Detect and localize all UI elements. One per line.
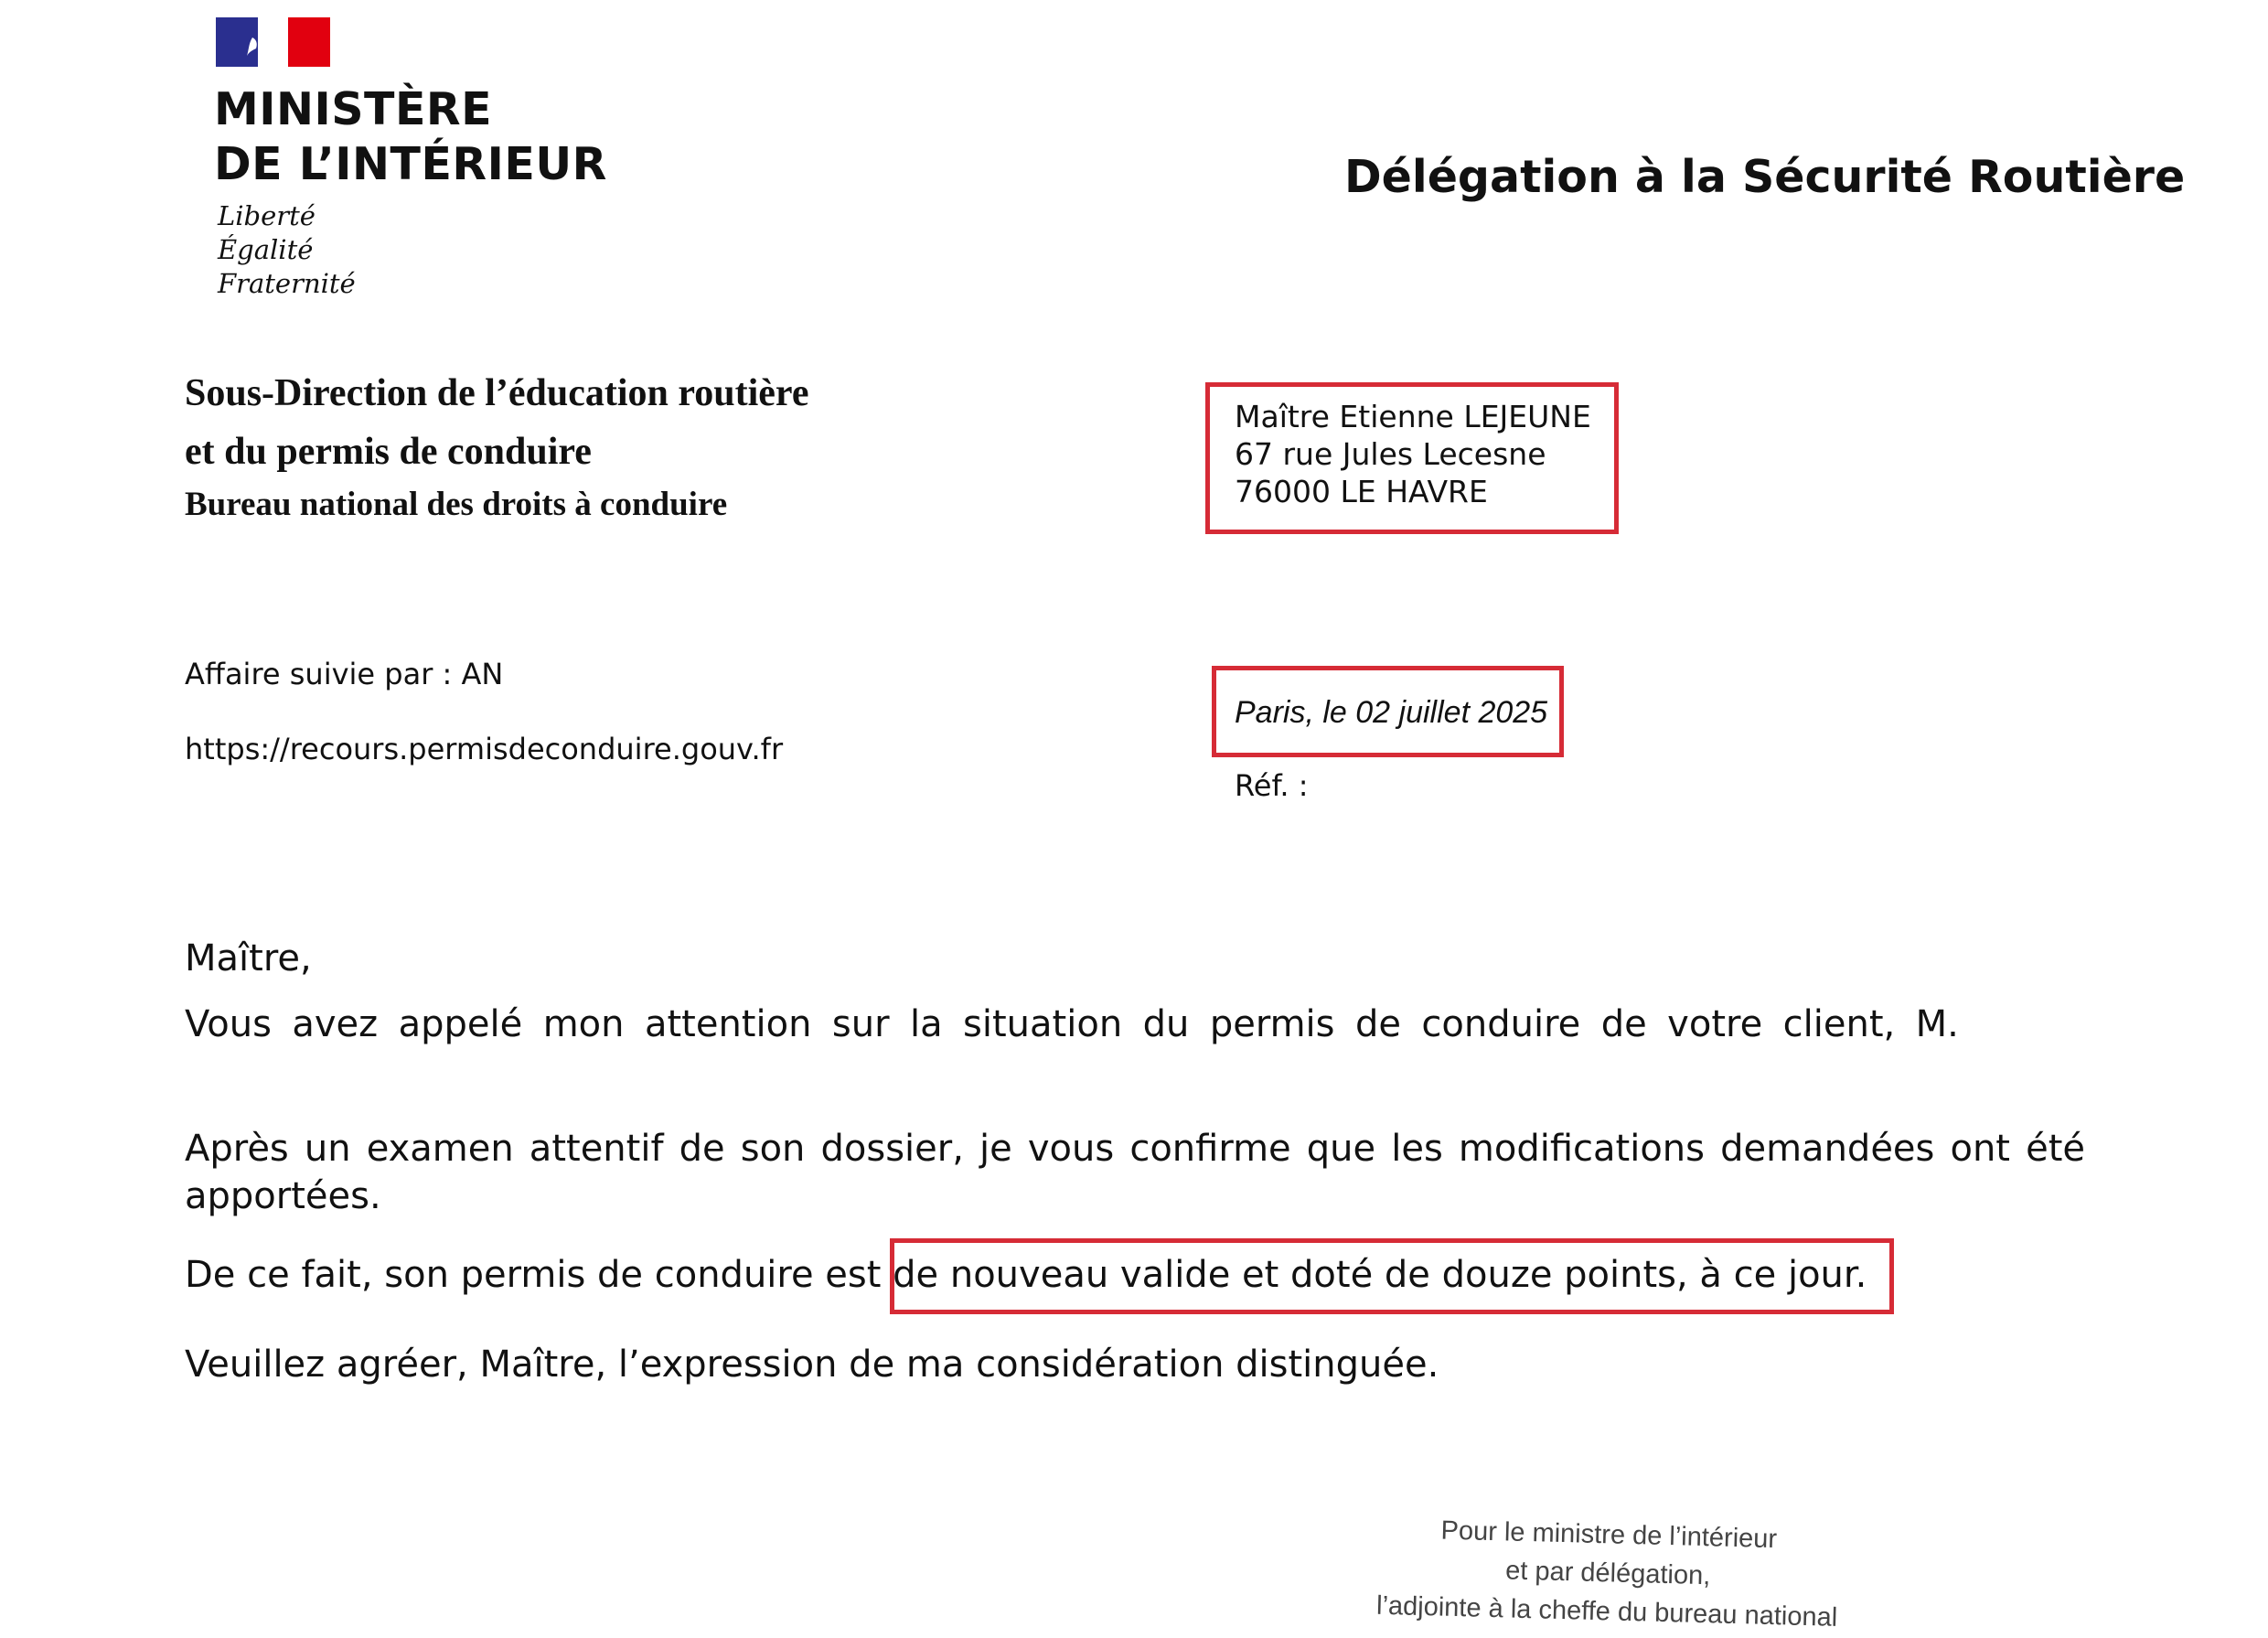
paragraph-1-word: avez [292, 1003, 379, 1045]
paragraph-1-word: du [1142, 1003, 1190, 1045]
recipient-name: Maître Etienne LEJEUNE [1235, 399, 1591, 434]
recipient-city: 76000 LE HAVRE [1235, 474, 1488, 509]
paragraph-1-word: Vous [185, 1003, 272, 1045]
motto-egalite: Égalité [218, 234, 314, 265]
closing-formula: Veuillez agréer, Maître, l’expression de ma considération distinguée. [185, 1344, 1439, 1386]
paragraph-1-word: la [909, 1003, 943, 1045]
paragraph-1-word: appelé [398, 1003, 523, 1045]
sender-department [185, 364, 808, 529]
letter-date: Paris, le 02 juillet 2025 [1235, 695, 1548, 730]
salutation: Maître, [185, 937, 312, 980]
paragraph-3-highlight: de nouveau valide et doté de douze points, à ce jour. [893, 1254, 1867, 1296]
paragraph-1-word: votre [1667, 1003, 1763, 1045]
recipient-street: 67 rue Jules Lecesne [1235, 436, 1546, 472]
ministry-name-line1: MINISTÈRE [214, 83, 493, 135]
republic-motto [218, 199, 356, 301]
paragraph-1-word: M. [1915, 1003, 1959, 1045]
paragraph-1-word: sur [831, 1003, 890, 1045]
sender-line3: Bureau national des droits à conduire [185, 486, 728, 523]
paragraph-3-start: De ce fait, son permis de conduire est [185, 1254, 893, 1296]
paragraph-1-word: situation [963, 1003, 1123, 1045]
paragraph-1-word: de [1354, 1003, 1401, 1045]
signature-line2: et par délégation, [1504, 1556, 1711, 1591]
paragraph-1-word: permis [1209, 1003, 1335, 1045]
signature-stamp [1351, 1509, 1866, 1638]
paragraph-1-word: client, [1782, 1003, 1896, 1045]
paragraph-1-word: attention [644, 1003, 812, 1045]
delegation-title: Délégation à la Sécurité Routière [1344, 151, 2186, 203]
paragraph-1-word: de [1600, 1003, 1647, 1045]
paragraph-1-word: mon [542, 1003, 625, 1045]
recipient-address [1235, 398, 1591, 510]
motto-fraternite: Fraternité [218, 268, 356, 299]
sender-line2: et du permis de conduire [185, 431, 592, 473]
signature-line1: Pour le ministre de l’intérieur [1440, 1515, 1778, 1555]
paragraph-2: Après un examen attentif de son dossier, je vous confirme que les modifications demandées ont été apportées. [185, 1128, 2085, 1217]
followed-by: Affaire suivie par : AN [185, 657, 504, 691]
ministry-name-line2: DE L’INTÉRIEUR [214, 138, 607, 190]
signature-line3: l’adjointe à la cheffe du bureau national [1375, 1590, 1838, 1633]
reference: Réf. : [1235, 768, 1309, 803]
ministry-name [214, 82, 607, 192]
paragraph-1 [185, 1001, 1959, 1048]
sender-line1: Sous-Direction de l’éducation routière [185, 372, 809, 414]
recourse-url: https://recours.permisdeconduire.gouv.fr [185, 732, 784, 766]
marianne-flag-logo [216, 17, 330, 67]
paragraph-3 [185, 1251, 2087, 1299]
paragraph-1-word: conduire [1421, 1003, 1581, 1045]
motto-liberte: Liberté [218, 200, 316, 231]
